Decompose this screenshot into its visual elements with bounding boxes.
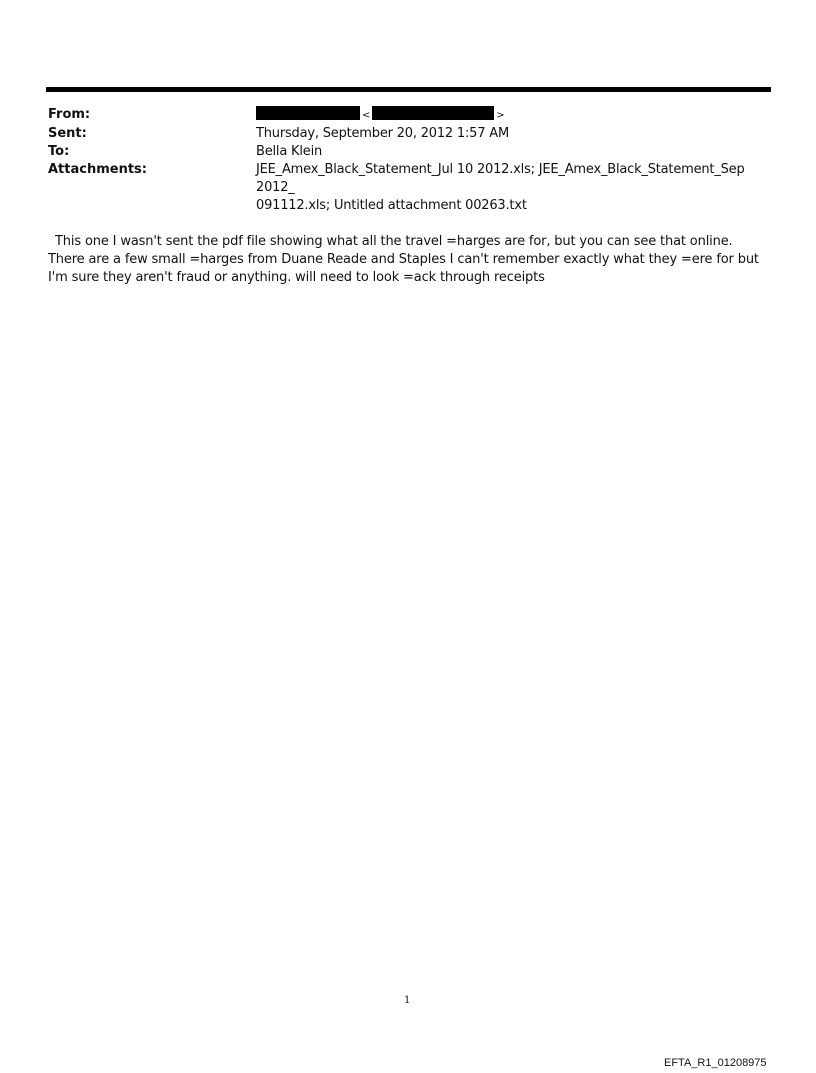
- to-row: [48, 143, 768, 161]
- sent-row: [48, 125, 768, 143]
- sent-label: Sent:: [48, 126, 87, 141]
- to-value: Bella Klein: [256, 144, 323, 159]
- from-label: From:: [48, 107, 91, 122]
- attachments-row: [48, 161, 768, 215]
- sent-value: Thursday, September 20, 2012 1:57 AM: [256, 126, 509, 141]
- from-close-bracket: >: [496, 110, 505, 121]
- from-row: [48, 106, 768, 125]
- attachments-value: [256, 161, 768, 215]
- to-label: To:: [48, 144, 70, 159]
- email-body: [48, 233, 763, 287]
- email-header: [48, 106, 768, 215]
- from-open-bracket: <: [362, 110, 371, 121]
- document-id-footer: EFTA_R1_01208975: [664, 1057, 767, 1069]
- header-divider: [46, 87, 771, 92]
- attachments-label: Attachments:: [48, 162, 147, 177]
- redacted-sender-email: [372, 106, 494, 120]
- page-number: 1: [404, 995, 411, 1006]
- attachments-line-2: 091112.xls; Untitled attachment 00263.txt: [256, 198, 527, 213]
- redacted-sender-name: [256, 106, 360, 120]
- email-body-paragraph: This one I wasn't sent the pdf file showing what all the travel =harges are for, but you can see that online. There are a few small =harges from Duane Reade and Staples I can't remember exactly what they =ere for but I'm sure they aren't fraud or anything. will need to look =ack through receipts: [48, 234, 759, 285]
- from-value: [256, 106, 768, 125]
- attachments-line-1: JEE_Amex_Black_Statement_Jul 10 2012.xls; JEE_Amex_Black_Statement_Sep 2012_: [256, 162, 745, 195]
